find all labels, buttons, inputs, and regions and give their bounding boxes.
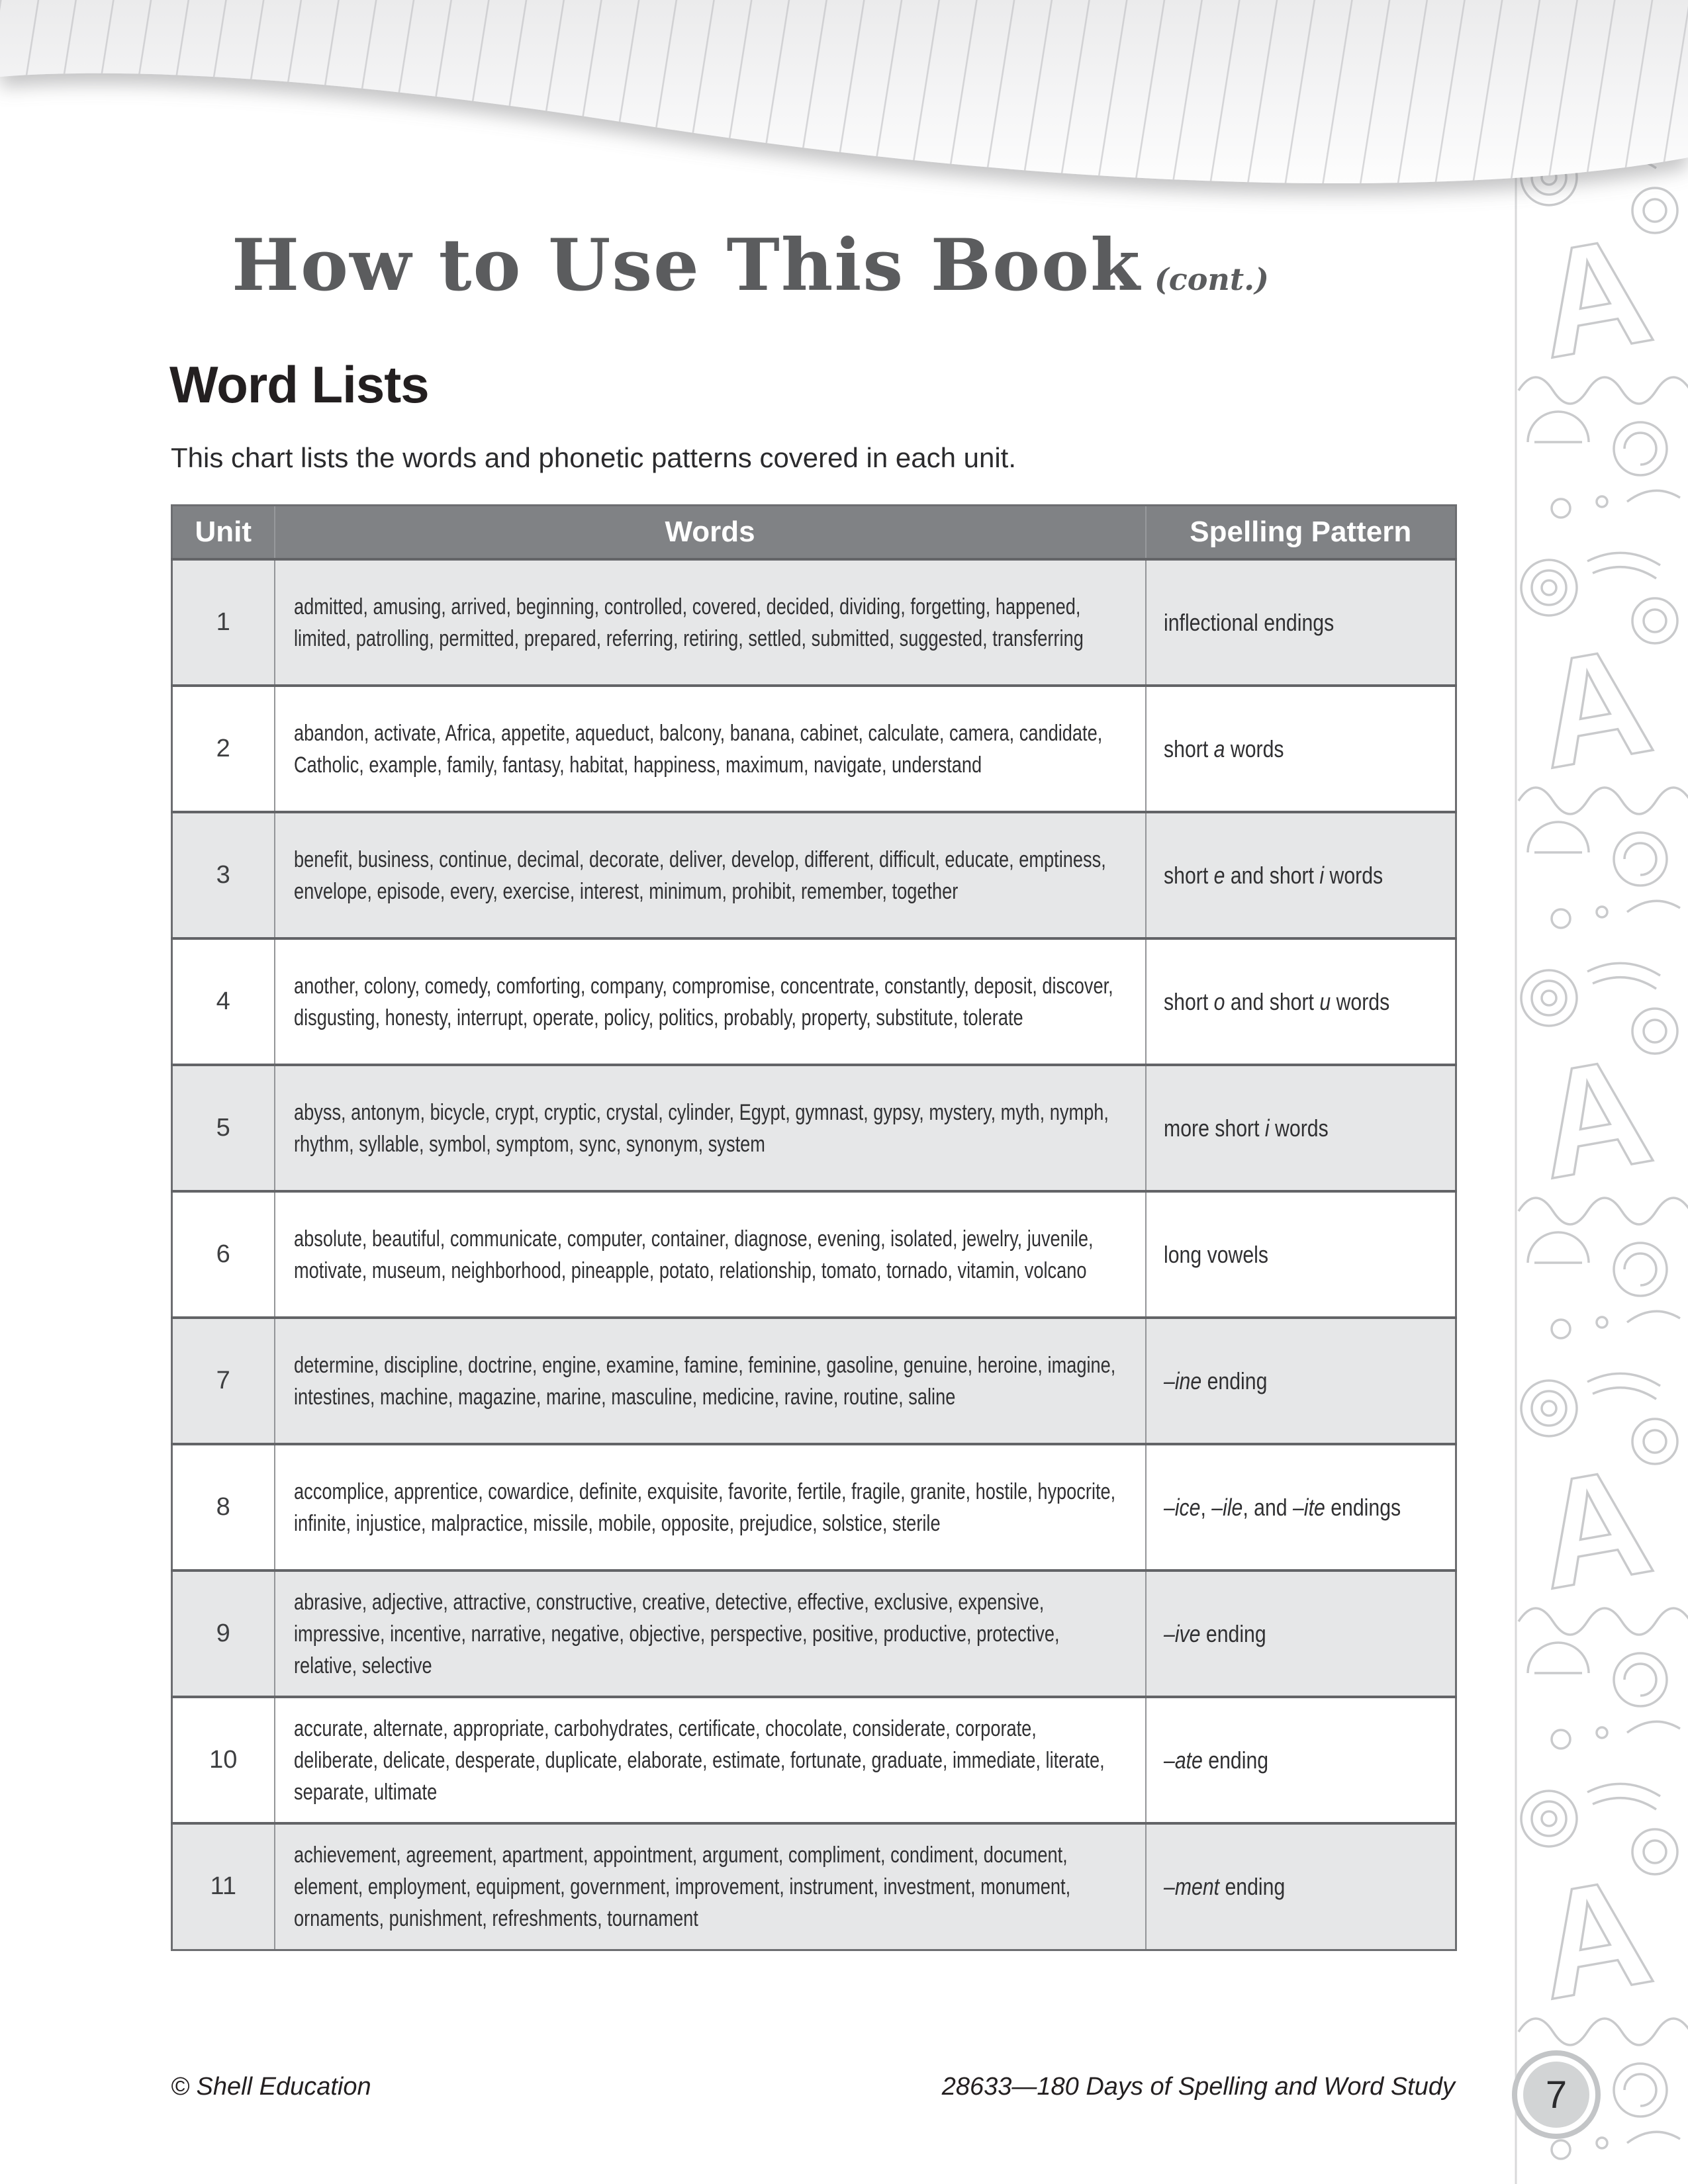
words-cell [275,1570,1146,1697]
table-row [172,1823,1456,1950]
unit-cell: 2 [172,686,275,812]
column-header-words: Words [275,506,1146,560]
word-table-body [172,559,1456,1950]
spelling-pattern-cell [1146,938,1456,1065]
spelling-pattern-text: –ment ending [1163,1872,1285,1900]
words-cell [275,1191,1146,1318]
table-row [172,812,1456,938]
footer-book-title: 28633—180 Days of Spelling and Word Study [941,2073,1455,2101]
words-cell [275,1065,1146,1191]
spelling-pattern-cell [1146,1697,1456,1823]
spelling-pattern-text: long vowels [1163,1240,1268,1268]
spelling-pattern-text: short e and short i words [1163,861,1383,889]
table-row [172,1444,1456,1570]
words-text: determine, discipline, doctrine, engine, examine, famine, feminine, gasoline, genuine, heroine, imagine, intestines, machine, magazine, marine, masculine, medicine, ravine, routine, saline [293,1352,1115,1410]
words-cell [275,1318,1146,1444]
page-title-text: How to Use This Book [232,224,1141,307]
spelling-pattern-cell [1146,686,1456,812]
words-cell [275,1823,1146,1950]
spelling-pattern-text: –ine ending [1163,1367,1267,1394]
unit-cell: 7 [172,1318,275,1444]
unit-cell: 8 [172,1444,275,1570]
spelling-pattern-cell [1146,1318,1456,1444]
spelling-pattern-text: –ive ending [1163,1619,1266,1647]
unit-cell: 3 [172,812,275,938]
word-lists-table-wrap [171,504,1455,1951]
unit-cell: 10 [172,1697,275,1823]
words-cell [275,559,1146,686]
words-text: achievement, agreement, apartment, appointment, argument, compliment, condiment, document, element, employment, equipment, government, improvement, instrument, investment, monument, ornaments, punishment, refreshments, tournament [293,1842,1070,1931]
table-header-row [172,506,1456,560]
spelling-pattern-cell [1146,1444,1456,1570]
column-header-unit: Unit [172,506,275,560]
page-number: 7 [1523,2062,1589,2128]
intro-text: This chart lists the words and phonetic patterns covered in each unit. [171,442,1017,473]
unit-cell: 5 [172,1065,275,1191]
spelling-pattern-text: more short i words [1163,1114,1329,1142]
unit-cell: 6 [172,1191,275,1318]
words-text: accurate, alternate, appropriate, carbohydrates, certificate, chocolate, considerate, corporate, deliberate, delicate, desperate, duplicate, elaborate, estimate, fortunate, graduate, immediate, literate, separate, ultimate [293,1715,1105,1805]
unit-cell: 11 [172,1823,275,1950]
words-text: abandon, activate, Africa, appetite, aqueduct, balcony, banana, cabinet, calculate, camera, candidate, Catholic, example, family, fantasy, habitat, happiness, maximum, navigate, understand [293,720,1102,778]
spelling-pattern-text: inflectional endings [1163,608,1334,636]
table-row [172,559,1456,686]
spelling-pattern-text: short a words [1163,735,1284,762]
words-text: absolute, beautiful, communicate, computer, container, diagnose, evening, isolated, jewelry, juvenile, motivate, museum, neighborhood, pineapple, potato, relationship, tomato, tornado, vitamin, volcano [293,1226,1094,1283]
title-cont-label: (cont.) [1154,261,1269,297]
words-cell [275,1444,1146,1570]
word-lists-table [171,504,1457,1951]
section-heading: Word Lists [169,355,429,414]
table-row [172,1697,1456,1823]
table-row [172,1065,1456,1191]
footer-copyright: © Shell Education [171,2073,371,2101]
words-text: accomplice, apprentice, cowardice, definite, exquisite, favorite, fertile, fragile, granite, hostile, hypocrite, infinite, injustice, malpractice, missile, mobile, opposite, prejudice, solstice, sterile [293,1479,1115,1536]
words-cell [275,938,1146,1065]
spelling-pattern-cell [1146,812,1456,938]
page-number-badge [1512,2050,1601,2139]
unit-cell: 1 [172,559,275,686]
spelling-pattern-cell [1146,1823,1456,1950]
spelling-pattern-cell [1146,1191,1456,1318]
words-text: benefit, business, continue, decimal, decorate, deliver, develop, different, difficult, educate, emptiness, envelope, episode, every, exercise, interest, minimum, prohibit, remember, together [293,846,1106,904]
spelling-pattern-text: –ate ending [1163,1746,1268,1774]
table-row [172,686,1456,812]
words-text: another, colony, comedy, comforting, company, compromise, concentrate, constantly, deposit, discover, disgusting, honesty, interrupt, operate, policy, politics, probably, property, substitute, tolerate [293,973,1113,1030]
spelling-pattern-text: short o and short u words [1163,987,1389,1015]
words-text: admitted, amusing, arrived, beginning, controlled, covered, decided, dividing, forgetting, happened, limited, patrolling, permitted, prepared, referring, retiring, settled, submitted, suggested, transferring [293,594,1084,651]
spelling-pattern-text: –ice, –ile, and –ite endings [1163,1493,1401,1521]
table-row [172,938,1456,1065]
words-text: abrasive, adjective, attractive, constructive, creative, detective, effective, exclusive, expensive, impressive, incentive, narrative, negative, objective, perspective, positive, productive, protective, relative, selective [293,1589,1060,1678]
words-cell [275,1697,1146,1823]
words-cell [275,812,1146,938]
column-header-spelling-pattern: Spelling Pattern [1146,506,1456,560]
words-cell [275,686,1146,812]
table-row [172,1191,1456,1318]
table-row [172,1570,1456,1697]
spelling-pattern-cell [1146,1570,1456,1697]
spelling-pattern-cell [1146,559,1456,686]
words-text: abyss, antonym, bicycle, crypt, cryptic, crystal, cylinder, Egypt, gymnast, gypsy, mystery, myth, nymph, rhythm, syllable, symbol, symptom, sync, synonym, system [293,1099,1109,1157]
unit-cell: 9 [172,1570,275,1697]
spelling-pattern-cell [1146,1065,1456,1191]
table-row [172,1318,1456,1444]
table-header [172,506,1456,560]
page-title [232,224,1269,307]
unit-cell: 4 [172,938,275,1065]
